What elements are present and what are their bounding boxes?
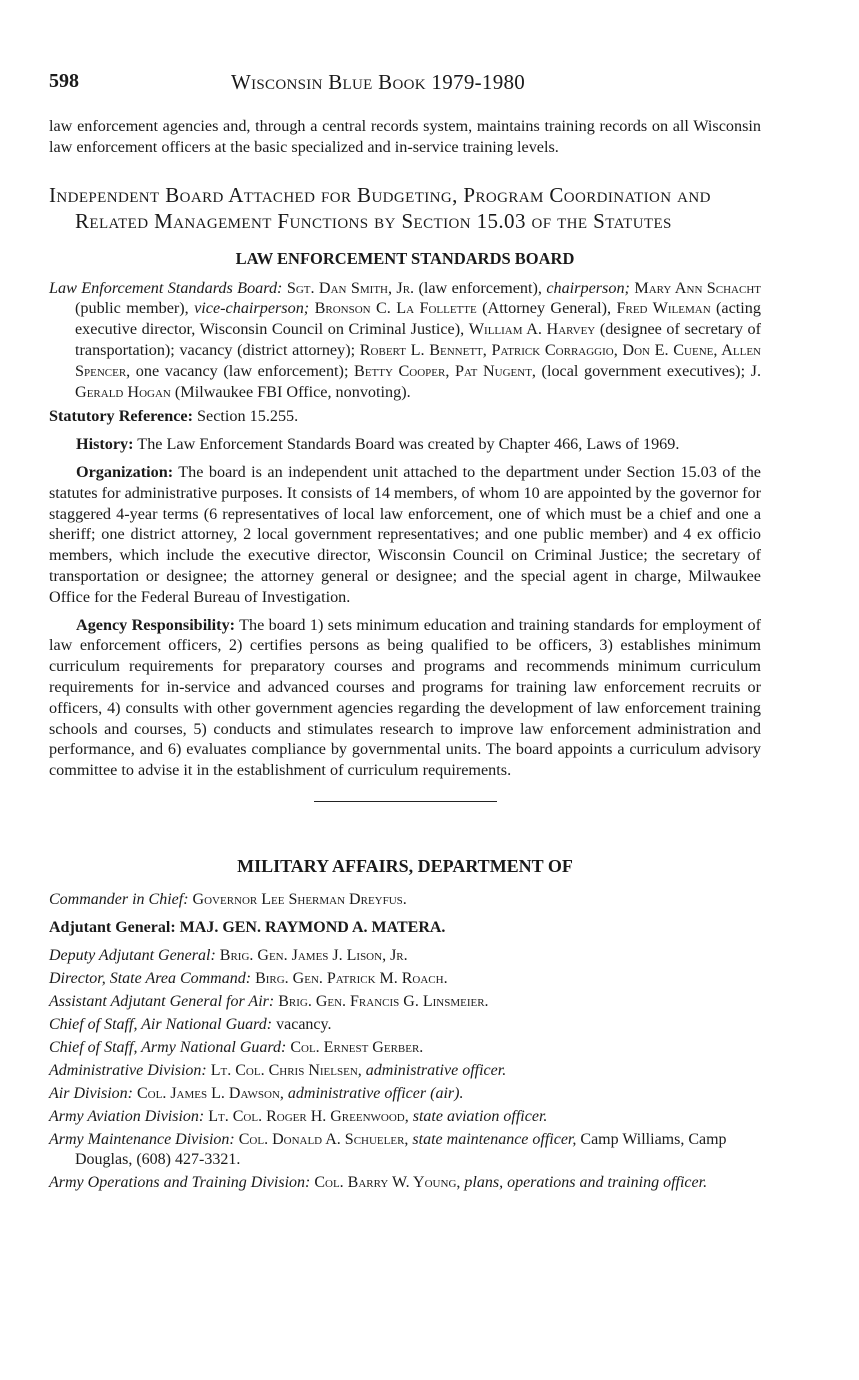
member-name: William A. Harvey xyxy=(468,320,596,339)
officer-title: Administrative Division: xyxy=(49,1061,207,1079)
history-paragraph xyxy=(49,434,761,455)
member-desc: (acting executive director, Wisconsin Council on Criminal Justice), xyxy=(75,299,761,339)
member-names: Betty Cooper, Pat Nugent, xyxy=(354,361,536,380)
officer-title: Chief of Staff, Army National Guard: xyxy=(49,1038,287,1056)
responsibility-label: Agency Responsibility: xyxy=(76,615,236,634)
continued-paragraph: law enforcement agencies and, through a central records system, maintains training records on all Wisconsin law enforcement officers at the basic specialized and in-service training levels. xyxy=(49,117,761,156)
member-desc: (Attorney General), xyxy=(476,299,617,318)
member-role: vice-chairperson; xyxy=(194,299,310,318)
book-title: Wisconsin Blue Book 1979-1980 xyxy=(231,70,526,94)
officer-title: Chief of Staff, Air National Guard: xyxy=(49,1015,273,1033)
section-heading: Independent Board Attached for Budgeting, Program Coordination and Related Management Functions by Section 15.03 of the Statutes xyxy=(49,182,711,233)
officer-title: Army Maintenance Division: xyxy=(49,1130,235,1148)
officer-title: Air Division: xyxy=(49,1084,133,1102)
officer-name: Lt. Col. Chris Nielsen, xyxy=(206,1061,366,1079)
officer-entry xyxy=(49,946,761,966)
member-desc: (law enforcement), xyxy=(414,278,547,297)
officer-title: Adjutant General: xyxy=(49,918,176,936)
organization-label: Organization: xyxy=(76,462,174,481)
member-name: Fred Wileman xyxy=(616,299,711,318)
member-desc: (public member), xyxy=(75,299,195,318)
responsibility-paragraph xyxy=(49,615,761,781)
officer-name: Col. James L. Dawson, xyxy=(133,1084,288,1102)
agency-heading: LAW ENFORCEMENT STANDARDS BOARD xyxy=(235,248,575,268)
officer-role: state aviation officer. xyxy=(412,1107,548,1125)
officer-tail: Camp Williams, Camp Douglas, (608) 427-3321. xyxy=(75,1130,727,1168)
officer-role: administrative officer (air). xyxy=(287,1084,464,1102)
officer-name: Brig. Gen. Francis G. Linsmeier. xyxy=(274,992,489,1010)
statutory-text: Section 15.255. xyxy=(192,407,299,426)
department-heading: MILITARY AFFAIRS, DEPARTMENT OF xyxy=(237,855,573,876)
officer-list xyxy=(49,890,761,1193)
board-label: Law Enforcement Standards Board: xyxy=(49,278,283,297)
document-page xyxy=(49,64,761,1193)
member-names: Robert L. Bennett, Patrick Corraggio, Don E. Cuene, Allen Spencer, xyxy=(75,340,761,380)
officer-entry xyxy=(49,1173,761,1193)
history-text: The Law Enforcement Standards Board was created by Chapter 466, Laws of 1969. xyxy=(133,435,680,454)
member-name: Bronson C. La Follette xyxy=(314,299,477,318)
officer-name: Col. Donald A. Schueler, xyxy=(234,1130,413,1148)
officer-title: Army Operations and Training Division: xyxy=(49,1173,311,1191)
officer-role: administrative officer. xyxy=(365,1061,507,1079)
officer-entry xyxy=(49,918,761,938)
organization-text: The board is an independent unit attached to the department under Section 15.03 of the statutes for administrative purposes. It consists of 14 members, of whom 10 are appointed by the governor for staggered 4-year terms (6 representatives of local law enforcement, one of which must be a chief and one a sheriff; one district attorney, 2 local government representatives; and one public member) and 4 ex officio members, which include the executive director, Wisconsin Council on Criminal Justice; the secretary of transportation or designee; the attorney general or designee; and the special agent in charge, Milwaukee Office for the Federal Bureau of Investigation. xyxy=(49,462,761,606)
officer-entry xyxy=(49,890,761,910)
officer-name: Col. Ernest Gerber. xyxy=(286,1038,424,1056)
officer-name: Lt. Col. Roger H. Greenwood, xyxy=(204,1107,413,1125)
member-desc: (designee of secretary of transportation); vacancy (district attorney); xyxy=(75,320,761,359)
officer-entry xyxy=(49,1061,761,1081)
officer-entry xyxy=(49,1015,761,1035)
member-desc: one vacancy (law enforcement); xyxy=(130,361,355,380)
officer-title: Army Aviation Division: xyxy=(49,1107,205,1125)
officer-name: Governor Lee Sherman Dreyfus. xyxy=(188,890,407,908)
running-header xyxy=(49,64,761,98)
member-desc: (local government executives); xyxy=(535,361,751,380)
page-number: 598 xyxy=(49,70,79,92)
member-role: chairperson; xyxy=(546,278,630,297)
officer-role: plans, operations and training officer. xyxy=(464,1173,708,1191)
member-name: Mary Ann Schacht xyxy=(634,278,761,297)
member-desc: (Milwaukee FBI Office, nonvoting). xyxy=(170,382,411,401)
statutory-reference xyxy=(49,406,761,427)
officer-name: MAJ. GEN. RAYMOND A. MATERA. xyxy=(175,918,446,936)
member-name: J. Gerald Hogan xyxy=(75,361,761,401)
officer-name: Brig. Gen. James J. Lison, Jr. xyxy=(215,946,408,964)
officer-entry xyxy=(49,1038,761,1058)
organization-paragraph xyxy=(49,462,761,608)
board-members-paragraph xyxy=(49,278,761,403)
officer-entry xyxy=(49,1107,761,1127)
officer-name: Birg. Gen. Patrick M. Roach. xyxy=(251,969,448,987)
officer-name: Col. Barry W. Young, xyxy=(310,1173,465,1191)
officer-title: Assistant Adjutant General for Air: xyxy=(49,992,275,1010)
officer-title: Commander in Chief: xyxy=(49,890,189,908)
officer-entry xyxy=(49,969,761,989)
officer-title: Deputy Adjutant General: xyxy=(49,946,216,964)
statutory-label: Statutory Reference: xyxy=(49,407,193,426)
officer-entry xyxy=(49,1084,761,1104)
responsibility-text: The board 1) sets minimum education and training standards for employment of law enforcement officers, 2) certifies persons as being qualified to be officers, 3) establishes minimum curriculum requirements for preparatory courses and programs and recommends minimum curriculum requirements for in-service and advanced courses and programs for training law enforcement recruits or officers, 4) consults with other government agencies regarding the development of law enforcement training schools and courses, 5) conducts and stimulates research to improve law enforcement administration and performance, and 6) evaluates compliance by governmental units. The board appoints a curriculum advisory committee to advise it in the establishment of curriculum requirements. xyxy=(49,615,761,780)
officer-entry xyxy=(49,1130,761,1170)
officer-tail: vacancy. xyxy=(272,1015,332,1033)
section-divider xyxy=(314,801,497,802)
member-name: Sgt. Dan Smith, Jr. xyxy=(286,278,415,297)
officer-role: state maintenance officer, xyxy=(412,1130,577,1148)
history-label: History: xyxy=(76,435,134,454)
officer-entry xyxy=(49,992,761,1012)
officer-title: Director, State Area Command: xyxy=(49,969,252,987)
